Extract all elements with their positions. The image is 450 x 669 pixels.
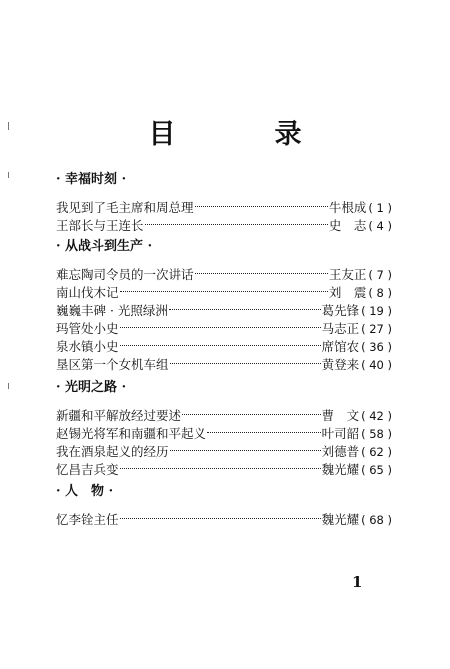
entry-author: 刘德普 — [321, 444, 360, 459]
entry-author: 魏光耀 — [321, 462, 360, 477]
section-heading: · 从战斗到生产 · — [56, 239, 153, 254]
entry-title: 泉水镇小史 — [56, 339, 119, 354]
entry-author: 史 志 — [328, 218, 367, 233]
entry-page: ( 58 ) — [361, 427, 392, 441]
entry-page: ( 40 ) — [361, 358, 392, 372]
entry-page: ( 19 ) — [361, 304, 392, 318]
dot-leader — [120, 456, 321, 474]
entry-author: 魏光耀 — [321, 512, 360, 527]
section-heading: · 人 物 · — [56, 484, 114, 499]
entry-page: ( 27 ) — [361, 322, 392, 336]
entry-title: 王部长与王连长 — [56, 218, 144, 233]
toc-entry[interactable] — [56, 506, 392, 527]
dot-leader — [182, 402, 321, 420]
entry-title: 南山伐木记 — [56, 285, 119, 300]
dot-leader — [120, 506, 321, 524]
scan-margin-mark — [8, 172, 9, 178]
entry-title: 忆昌吉兵变 — [56, 462, 119, 477]
dot-leader — [120, 315, 321, 333]
toc-entry[interactable] — [56, 402, 392, 423]
entry-author: 黄登来 — [321, 357, 360, 372]
table-of-contents — [56, 171, 392, 527]
toc-entry[interactable] — [56, 194, 392, 215]
entry-title: 我见到了毛主席和周总理 — [56, 200, 194, 215]
toc-entry[interactable] — [56, 261, 392, 282]
toc-section — [56, 171, 392, 233]
entry-author: 王友正 — [328, 267, 367, 282]
dot-leader — [195, 194, 328, 212]
entry-page: ( 7 ) — [368, 268, 392, 282]
entry-page: ( 42 ) — [361, 409, 392, 423]
dot-leader — [120, 279, 328, 297]
section-heading: · 幸福时刻 · — [56, 172, 127, 187]
page-title: 目 录 — [148, 119, 338, 150]
entry-author: 牛根成 — [328, 200, 367, 215]
toc-section — [56, 483, 392, 527]
dot-leader — [145, 212, 328, 230]
dot-leader — [195, 261, 328, 279]
entry-author: 葛先锋 — [321, 303, 360, 318]
entry-title: 难忘陶司令员的一次讲话 — [56, 267, 194, 282]
entry-title: 垦区第一个女机车组 — [56, 357, 169, 372]
entry-page: ( 8 ) — [368, 286, 392, 300]
entry-title: 我在酒泉起义的经历 — [56, 444, 169, 459]
entry-title: 忆李铨主任 — [56, 512, 119, 527]
entry-title: 玛管处小史 — [56, 321, 119, 336]
dot-leader — [170, 438, 321, 456]
scan-margin-mark — [8, 383, 9, 389]
section-heading: · 光明之路 · — [56, 380, 127, 395]
dot-leader — [170, 351, 321, 369]
entry-title: 赵锡光将军和南疆和平起义 — [56, 426, 207, 441]
dot-leader — [207, 420, 321, 438]
entry-title: 新疆和平解放经过要述 — [56, 408, 182, 423]
entry-author: 刘 震 — [328, 285, 367, 300]
dot-leader — [120, 333, 321, 351]
entry-page: ( 4 ) — [368, 219, 392, 233]
entry-page: ( 68 ) — [361, 513, 392, 527]
entry-author: 曹 文 — [321, 408, 360, 423]
entry-author: 马志正 — [321, 321, 360, 336]
toc-section — [56, 379, 392, 477]
entry-author: 叶司韶 — [321, 426, 360, 441]
entry-page: ( 36 ) — [361, 340, 392, 354]
dot-leader — [169, 297, 321, 315]
toc-section — [56, 238, 392, 372]
entry-title: 巍巍丰碑 · 光照绿洲 — [56, 303, 168, 318]
entry-author: 席馆农 — [321, 339, 360, 354]
entry-page: ( 1 ) — [368, 201, 392, 215]
entry-page: ( 62 ) — [361, 445, 392, 459]
entry-page: ( 65 ) — [361, 463, 392, 477]
page-number: 1 — [352, 573, 363, 591]
